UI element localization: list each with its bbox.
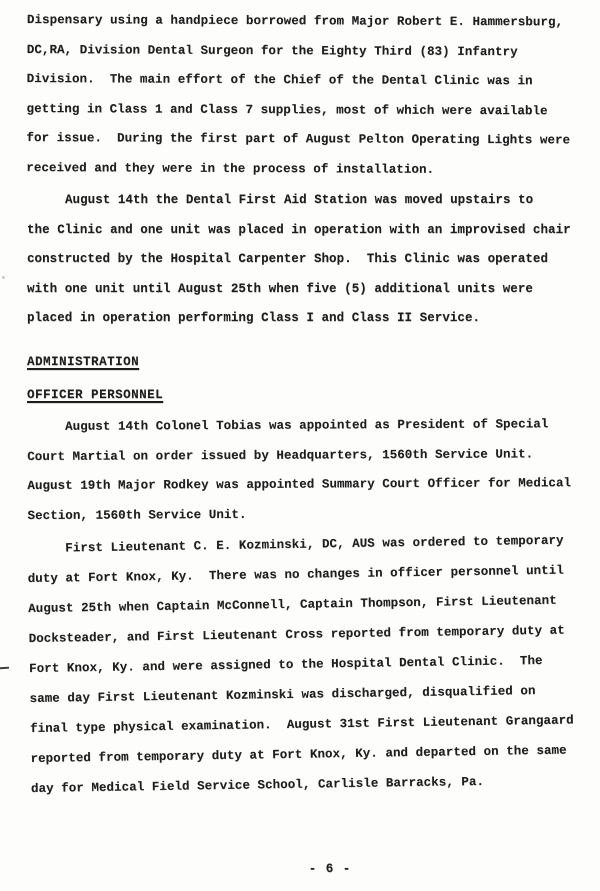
text-line: placed in operation performing Class I and Class II Service. (27, 311, 481, 325)
paragraph-officer-changes (27, 524, 600, 803)
text-line: constructed by the Hospital Carpenter Shop. This Clinic was operated (27, 252, 549, 266)
text-line: reported from temporary duty at Fort Knox, Ky. and departed on the same (30, 743, 567, 766)
section-heading-officer-personnel: OFFICER PERSONNEL (27, 388, 164, 402)
text-line: August 14th the Dental First Aid Station was moved upstairs to (65, 193, 534, 207)
text-line: Dispensary using a handpiece borrowed from Major Robert E. Hammersburg, (26, 12, 564, 30)
text-line: Section, 1560th Service Unit. (27, 506, 247, 522)
text-line: the Clinic and one unit was placed in operation with an improvised chair (27, 222, 571, 237)
paragraph-dental-clinic (26, 6, 600, 185)
text-line: Court Martial on order issued by Headquarters, 1560th Service Unit. (27, 446, 534, 463)
text-line: day for Medical Field Service School, Carlisle Barracks, Pa. (30, 774, 485, 796)
scan-artifact-dot (2, 276, 5, 279)
text-line: for issue. During the first part of August Pelton Operating Lights were (26, 130, 571, 148)
text-line: August 14th Colonel Tobias was appointed as President of Special (65, 416, 549, 434)
text-line: getting in Class 1 and Class 7 supplies, most of which were available (26, 101, 548, 118)
text-line: final type physical examination. August 31st First Lieutenant Grangaard (29, 712, 574, 736)
text-line: same day First Lieutenant Kozminski was discharged, disqualified on (29, 683, 536, 706)
text-line: duty at Fort Knox, Ky. There was no changes in officer personnel until (27, 563, 564, 586)
text-line: August 25th when Captain McConnell, Captain Thompson, First Lieutenant (28, 593, 557, 616)
text-line: Division. The main effort of the Chief of the Dental Clinic was in (26, 71, 533, 89)
text-line: DC,RA, Division Dental Surgeon for the Eighty Third (83) Infantry (26, 42, 518, 59)
text-line: August 19th Major Rodkey was appointed Summary Court Officer for Medical (27, 475, 572, 493)
text-line: Fort Knox, Ky. and were assigned to the Hospital Dental Clinic. The (29, 653, 543, 676)
text-line: Docksteader, and First Lieutenant Cross reported from temporary duty at (28, 623, 565, 646)
paragraph-court-appointments (27, 409, 600, 530)
section-heading-administration: ADMINISTRATION (27, 354, 140, 369)
paragraph-first-aid-station (27, 186, 600, 334)
page-number: - 6 - (308, 862, 352, 876)
text-line: First Lieutenant C. E. Kozminski, DC, AUS was ordered to temporary (65, 533, 564, 555)
text-line: received and they were in the process of installation. (26, 160, 435, 177)
text-line: with one unit until August 25th when five (5) additional units were (27, 281, 533, 296)
